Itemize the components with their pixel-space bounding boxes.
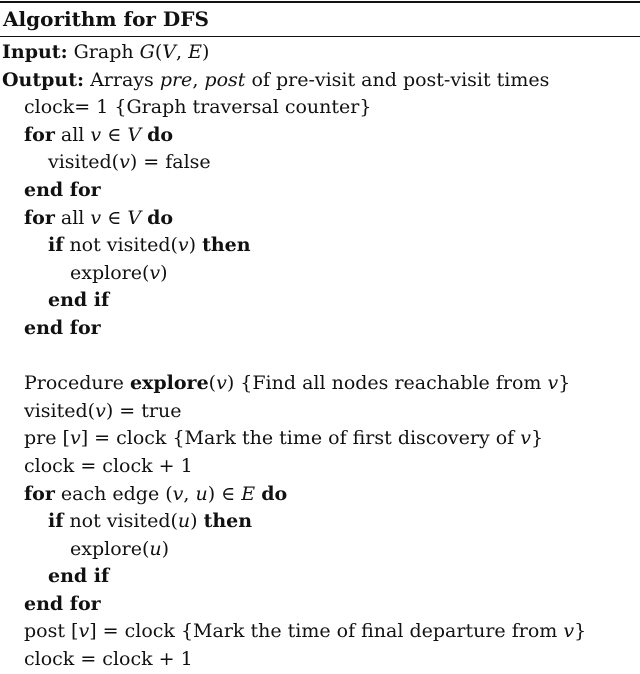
algorithm-line: [0, 536, 640, 564]
math-variable: v: [69, 427, 81, 450]
algorithm-line: [0, 205, 640, 233]
line-text: clock= 1 {Graph traversal counter}: [24, 96, 372, 119]
math-variable: V: [127, 206, 142, 229]
line-text: ,: [183, 482, 196, 505]
line-text: ): [188, 234, 203, 257]
algorithm-line: [0, 315, 640, 343]
line-text: Arrays: [84, 68, 160, 91]
math-variable: v: [78, 620, 90, 643]
keyword: if: [48, 510, 64, 533]
line-text: of pre-visit and post-visit times: [245, 68, 550, 91]
keyword: end for: [24, 178, 101, 201]
math-variable: v: [563, 620, 575, 643]
math-variable: u: [177, 510, 191, 533]
line-text: ) {Find all nodes reachable from: [226, 372, 548, 395]
math-variable: v: [149, 261, 161, 284]
title-rule: [0, 36, 640, 37]
algorithm-line: [0, 453, 640, 481]
line-text: explore(: [70, 261, 150, 284]
line-text: ): [190, 510, 204, 533]
line-text: ) ∈: [207, 482, 242, 505]
line-text: Procedure: [24, 372, 130, 395]
math-variable: post: [204, 68, 246, 91]
math-variable: v: [216, 372, 227, 395]
line-text: (: [154, 41, 163, 63]
keyword: Input:: [2, 41, 68, 63]
line-text: clock = clock + 1: [24, 454, 193, 477]
keyword: end if: [48, 289, 110, 312]
keyword: for: [24, 482, 55, 505]
line-text: all: [54, 206, 91, 229]
math-variable: v: [177, 234, 189, 257]
algorithm-line: [0, 370, 640, 398]
algorithm-line: [0, 481, 640, 509]
line-text: not visited(: [63, 234, 178, 257]
keyword: do: [147, 123, 174, 146]
line-text: each edge (: [54, 482, 173, 505]
algorithm-line: [0, 232, 640, 260]
algorithm-line: [0, 94, 640, 122]
math-variable: v: [95, 399, 106, 422]
algorithm-line: [0, 591, 640, 619]
line-text: }: [558, 372, 571, 395]
keyword: then: [203, 510, 253, 533]
math-variable: V: [127, 123, 142, 146]
algorithm-title: Algorithm for DFS: [3, 7, 209, 31]
math-variable: V: [162, 41, 177, 63]
math-variable: v: [90, 206, 102, 229]
keyword: Output:: [2, 68, 85, 91]
line-text: visited(: [48, 151, 120, 174]
line-text: ): [161, 537, 170, 560]
line-text: visited(: [24, 399, 96, 422]
line-text: post [: [24, 620, 79, 643]
top-rule: [0, 1, 640, 3]
algorithm-line: [0, 508, 640, 536]
line-text: not visited(: [63, 510, 178, 533]
keyword: do: [261, 482, 288, 505]
keyword: then: [202, 234, 251, 257]
algorithm-line: [0, 287, 640, 315]
line-text: ,: [176, 41, 189, 63]
line-text: (: [208, 372, 217, 395]
line-text: ,: [192, 68, 205, 91]
keyword: explore: [129, 372, 209, 395]
keyword: for: [24, 206, 55, 229]
line-text: ] = clock {Mark the time of final departure from: [89, 620, 564, 643]
keyword: end for: [24, 316, 101, 339]
algorithm-line: [0, 122, 640, 150]
line-text: ): [160, 261, 168, 284]
algorithm-line: [0, 67, 640, 95]
line-text: clock = clock + 1: [24, 648, 193, 671]
line-text: ∈: [101, 123, 128, 146]
algorithm-line: [0, 343, 640, 371]
line-text: ] = clock {Mark the time of first discovery of: [80, 427, 521, 450]
math-variable: u: [195, 482, 208, 505]
math-variable: v: [119, 151, 130, 174]
line-text: ∈: [101, 206, 128, 229]
math-variable: v: [547, 372, 559, 395]
math-variable: E: [241, 482, 256, 505]
line-text: ) = true: [105, 399, 182, 422]
algorithm-line: [0, 177, 640, 205]
math-variable: v: [90, 123, 102, 146]
math-variable: u: [149, 537, 162, 560]
algorithm-line: [0, 260, 640, 288]
keyword: if: [48, 234, 64, 257]
algorithm-body: [0, 39, 640, 674]
line-text: pre [: [24, 427, 70, 450]
keyword: for: [24, 123, 55, 146]
math-variable: pre: [159, 68, 193, 91]
algorithm-line: [0, 149, 640, 177]
line-text: explore(: [70, 537, 150, 560]
line-text: Graph: [67, 41, 140, 63]
algorithm-line: [0, 563, 640, 591]
algorithm-line: [0, 398, 640, 426]
line-text: all: [54, 123, 91, 146]
math-variable: G: [139, 41, 155, 63]
line-text: }: [574, 620, 587, 643]
keyword: end for: [24, 592, 101, 615]
keyword: do: [147, 206, 174, 229]
algorithm-line: [0, 425, 640, 453]
math-variable: v: [520, 427, 531, 450]
math-variable: E: [188, 41, 202, 63]
line-text: }: [530, 427, 544, 450]
algorithm-line: [0, 618, 640, 646]
line-text: ) = false: [129, 151, 211, 174]
line-text: ): [201, 41, 210, 63]
algorithm-line: [0, 646, 640, 674]
algorithm-line: [0, 39, 640, 67]
math-variable: v: [172, 482, 184, 505]
keyword: end if: [48, 565, 110, 588]
